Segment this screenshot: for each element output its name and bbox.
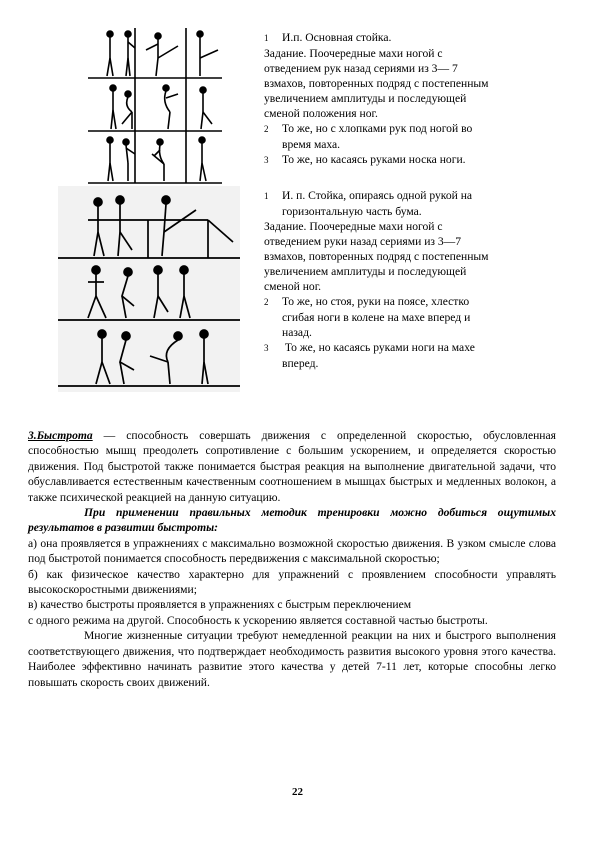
item-number: 3 [264, 343, 269, 353]
paragraph-methods: При применении правильных методик тренировки можно добиться ощутимых результатов в развитии быстроты: [28, 506, 556, 535]
item-text: То же, но с хлопками рук под ногой во [282, 122, 473, 135]
illustration-leg-swings-wallbar [88, 28, 222, 184]
task-line: Задание. Поочередные махи ногой с [264, 220, 443, 233]
item-text: горизонтальную часть бума. [282, 205, 422, 218]
item-text: То же, но касаясь руками носка ноги. [282, 153, 466, 166]
stick-figures-drawing-2 [58, 186, 240, 392]
item-text: И.п. Основная стойка. [282, 31, 392, 44]
item-number: 2 [264, 297, 269, 307]
task-line: взмахов, повторенных подряд с постепенным [264, 250, 489, 263]
exercise-block-2 [264, 188, 489, 371]
item-number: 1 [264, 33, 269, 43]
main-text [28, 428, 556, 690]
paragraph-definition [28, 428, 556, 505]
item-text: сгибая ноги в колене на махе вперед и [282, 311, 471, 324]
section-heading: 3.Быстрота [28, 429, 93, 442]
illustration-leg-swings-beam [58, 186, 240, 392]
task-line: отведением рук назад сериями из 3— 7 [264, 62, 458, 75]
task-line: Задание. Поочередные махи ногой с [264, 47, 443, 60]
list-item-c: в) качество быстроты проявляется в упражнениях с быстрым переключением [28, 598, 412, 612]
exercise-block-1 [264, 30, 489, 168]
item-text: То же, но стоя, руки на поясе, хлестко [282, 295, 470, 308]
list-item-a: а) она проявляется в упражнениях с максимально возможной скоростью движения. В узком смысле слова под быстротой понимается способность передвижения с максимальной скоростью; [28, 536, 556, 566]
task-line: отведением руки назад сериями из 3—7 [264, 235, 462, 248]
item-number: 2 [264, 124, 269, 134]
item-text: вперед. [282, 357, 319, 370]
item-text: назад. [282, 326, 312, 339]
item-text: время маха. [282, 138, 341, 151]
list-item-c-continued: с одного режима на другой. Способность к ускорению является составной частью быстроты. [28, 613, 488, 627]
paragraph-text: — способность совершать движения с определенной скоростью, обусловленная способностью мышц преодолеть сопротивление с большим ускорением, и определяется скоростью движения. Под быстротой также понимается быстрая реакция на выполнение двигательной задачи, что обуславливается естественным качественным соотношением в мышцах быстрых и медленных волокон, а также психической реакцией на данную ситуацию. [28, 429, 556, 504]
item-number: 3 [264, 155, 269, 165]
page-number: 22 [292, 786, 303, 798]
stick-figures-drawing-1 [88, 28, 222, 184]
task-line: сменой положения ног. [264, 107, 378, 120]
item-text: То же, но касаясь руками ноги на махе [282, 341, 475, 354]
task-line: взмахов, повторенных подряд с постепенным [264, 77, 489, 90]
item-number: 1 [264, 191, 269, 201]
list-item-b: б) как физическое качество характерно для упражнений с проявлением способности управлять высокоскоростными движениями; [28, 567, 556, 597]
item-text: И. п. Стойка, опираясь одной рукой на [282, 189, 473, 202]
task-line: увеличением амплитуды и последующей [264, 92, 467, 105]
task-line: увеличением амплитуды и последующей [264, 265, 467, 278]
task-line: сменой ног. [264, 280, 322, 293]
paragraph-conclusion: Многие жизненные ситуации требуют немедленной реакции на них и быстрого выполнения соответствующего движения, что подтверждает необходимость развития высокого уровня этого качества. Наиболее эффективно начинать развитие этого качества у детей 7-11 лет, которые способны легко повышать скорость своих движений. [28, 629, 556, 689]
